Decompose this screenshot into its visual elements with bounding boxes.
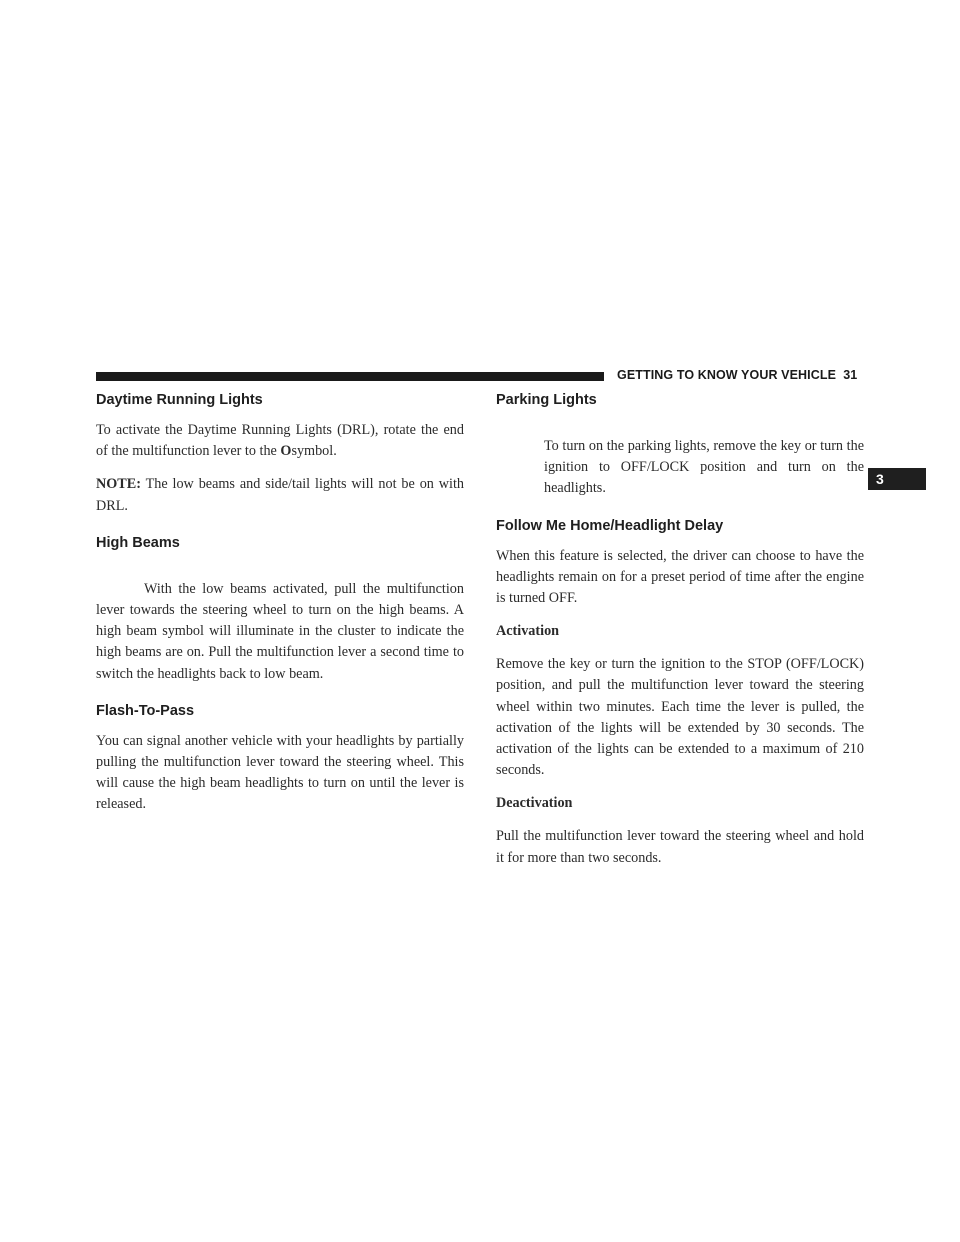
note-label: NOTE:	[96, 476, 141, 493]
follow-me-home-heading: Follow Me Home/Headlight Delay	[496, 517, 724, 534]
drl-heading: Daytime Running Lights	[96, 392, 263, 408]
parking-lights-paragraph: To turn on the parking lights, remove the key or turn the ignition to OFF/LOCK position and turn on the headlights.	[544, 438, 864, 497]
high-beams-heading: High Beams	[96, 534, 180, 551]
left-column	[96, 388, 464, 816]
activation-paragraph: Remove the key or turn the ignition to the STOP (OFF/LOCK) position, and pull the multifunction lever toward the steering wheel within two minutes. Each time the lever is pulled, the activation of the lights will be extended by 30 seconds. The activation of the lights can be extended to a maximum of 210 seconds.	[496, 656, 864, 779]
parking-lights-heading: Parking Lights	[496, 392, 597, 408]
deactivation-paragraph: Pull the multifunction lever toward the steering wheel and hold it for more than two seconds.	[496, 828, 864, 866]
follow-me-home-paragraph: When this feature is selected, the driver can choose to have the headlights remain on for a preset period of time after the engine is turned OFF.	[496, 547, 864, 607]
drl-paragraph: To activate the Daytime Running Lights (DRL), rotate the end of the multifunction lever to the Osymbol.	[96, 422, 464, 460]
section-title: GETTING TO KNOW YOUR VEHICLE	[617, 368, 837, 382]
flash-to-pass-heading: Flash-To-Pass	[96, 702, 195, 719]
running-header	[617, 368, 857, 382]
header-rule	[96, 372, 604, 381]
drl-note: NOTE: The low beams and side/tail lights will not be on with DRL.	[96, 476, 464, 514]
deactivation-heading: Deactivation	[496, 795, 573, 812]
flash-to-pass-paragraph: You can signal another vehicle with your headlights by partially pulling the multifunction lever toward the steering wheel. This will cause the high beam headlights to turn on until the lever is released.	[96, 732, 464, 813]
high-beams-paragraph: With the low beams activated, pull the multifunction lever towards the steering wheel to turn on the high beams. A high beam symbol will illuminate in the cluster to indicate the high beams are on. Pull the multifunction lever a second time to switch the headlights back to low beam.	[96, 580, 464, 682]
activation-heading: Activation	[496, 623, 560, 640]
chapter-tab: 3	[868, 468, 926, 490]
page-number: 31	[843, 368, 858, 382]
right-column	[496, 388, 864, 869]
o-symbol: O	[280, 443, 292, 460]
